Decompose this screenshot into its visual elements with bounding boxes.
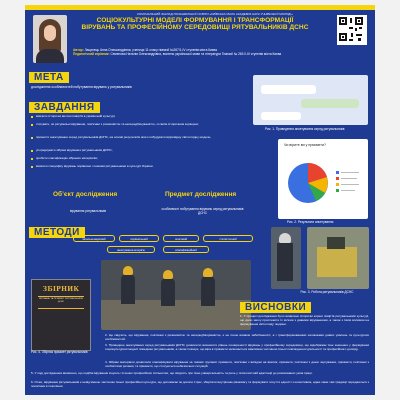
rescuers-photo bbox=[101, 260, 251, 330]
meta-text: дослідження особливостей побутування вірувань у рятувальників bbox=[31, 85, 132, 89]
conclusions-heading: ВИСНОВКИ bbox=[240, 302, 311, 313]
subject-text: особливості побутування вірувань серед рятувальників ДСНС bbox=[161, 207, 244, 215]
rescuer-photo bbox=[271, 227, 301, 289]
survey-chart bbox=[278, 139, 368, 219]
method-chip: загальнонауковий bbox=[73, 235, 115, 242]
book-cover bbox=[31, 279, 91, 351]
conclusion-item: 4. Зібрані матеріали дозволили класифікувати вірування за такими групами: прикмети, пов’язані з виїздом на виклик, прикмети, пов’язані з днем чергування, прикмети, пов’язані з особистими речами, та прикмети, що стосуються небезпечних ситуацій. bbox=[105, 360, 369, 368]
figure-3-caption: Рис. 3. Робота рятувальників ДСНС bbox=[300, 290, 354, 294]
qr-code bbox=[337, 15, 367, 45]
book-subtitle: ВІРУВАНЬ ТА ПРИКМЕТ РЯТУВАЛЬНИКІВ ДСНС bbox=[39, 298, 83, 303]
method-chip: класифікаційний bbox=[163, 246, 209, 253]
method-chip: порівняльний bbox=[119, 235, 159, 242]
supervisor-text: Семенова Наталія Олександрівна, вчитель української мови та літератури Гімназії № 263 ІІ-ІІІ ступенів міста Києва bbox=[110, 52, 282, 57]
task-item: упорядкувати зібрані вірування рятувальників ДСНС; bbox=[31, 149, 225, 153]
object-heading: Об’єкт дослідження bbox=[53, 191, 118, 198]
task-item: провести анкетування серед рятувальників ДСНС, на основі результатів якого побудувати відповідну світоглядну модель; bbox=[31, 136, 225, 140]
figure-2-caption: Рис. 2. Результати анкетування bbox=[287, 220, 334, 224]
conclusion-item: 6. Отже, вірування рятувальників є невід’ємною частиною їхньої професійної культури, що допомагає їм долати стрес, зберігати внутрішню рівновагу та формувати почуття єдності з колективом, адже саме такі традиції передаються з покоління в покоління. bbox=[31, 380, 369, 388]
author-text: Лацинець Анна Олександрівна, учениця 11 класу гімназії №267/1-IV ступенів міста Києва bbox=[84, 48, 217, 52]
task-item: з’ясувати, як рятувальні вірування, пов’язані з ризиковістю та непередбачуваністю, зі своїм історичним корінцем; bbox=[31, 123, 225, 127]
object-text: вірування рятувальників bbox=[69, 209, 107, 213]
chat-question: Чи вірите ви у прикмети? bbox=[284, 143, 326, 147]
poster-title: СОЦІОКУЛЬТУРНІ МОДЕЛІ ФОРМУВАННЯ І ТРАНСФОРМАЦІЇ ВІРУВАНЬ ТА ПРОФЕСІЙНОМУ СЕРЕДОВИЩІ РЯТУВАЛЬНИКІВ ДСНС bbox=[81, 17, 309, 32]
conclusion-item: 2. Це свідчить, що вірування, пов’язані з ризиковістю та непередбачуваністю, є не лише виявом забобонності, а і трансформованими залишками давніх уявлень та культурних особливостей. bbox=[105, 333, 369, 341]
methods-heading: МЕТОДИ bbox=[29, 227, 85, 238]
method-chip: статистичний bbox=[203, 235, 253, 242]
organization-line: КОМУНАЛЬНИЙ ЗАКЛАД ПОЗАШКІЛЬНОЇ ОСВІТИ «КИЇВСЬКА МАЛА АКАДЕМІЯ НАУК УЧНІВСЬКОЇ МОЛОДІ» bbox=[137, 12, 293, 16]
legend-swatch bbox=[336, 183, 339, 186]
figure-4-caption: Рис. 4. Збірник прикмет рятувальників bbox=[31, 350, 88, 354]
equipment-photo bbox=[307, 227, 369, 289]
authors-block bbox=[73, 48, 328, 57]
author-photo bbox=[33, 15, 67, 63]
tasks-heading: ЗАВДАННЯ bbox=[29, 102, 100, 113]
meta-heading: МЕТА bbox=[29, 72, 69, 83]
legend-swatch bbox=[336, 177, 339, 180]
task-item: зробити класифікацію зібраних матеріалів; bbox=[31, 157, 225, 161]
method-chip: описовий bbox=[163, 235, 199, 242]
conclusion-item: 5. У ході дослідження виявлено, що подібні вірування існують і в інших професійних спільнотах, що свідчить про їхню універсальність та роль у психологічній адаптації до ризикованих умов праці. bbox=[31, 371, 313, 375]
top-accent-bar bbox=[25, 5, 375, 10]
figure-1-caption: Рис. 1. Проведення анкетування серед рятувальників bbox=[265, 127, 345, 131]
supervisor-label: Педагогічний керівник: bbox=[73, 52, 110, 57]
legend-swatch bbox=[336, 189, 339, 192]
task-item: вивчити історичні витоки повір’їв в українській культурі; bbox=[31, 115, 225, 119]
legend-swatch bbox=[336, 171, 339, 174]
subject-heading: Предмет дослідження bbox=[165, 191, 237, 198]
conclusion-item: 1. У процесі дослідження було виявлено історичні корені повір’їв рятувальників культурі, що дало змогу простежити їх зв’язок з давніми віруваннями, а також з їхнім впливом на формування світогляду людини. bbox=[240, 314, 369, 326]
book-title: ЗБІРНИК bbox=[42, 286, 80, 293]
poster bbox=[25, 5, 375, 395]
method-chip: анкетування-інтерв’ю bbox=[107, 246, 155, 253]
author-label: Автор: bbox=[73, 48, 84, 52]
survey-screenshot bbox=[253, 75, 368, 125]
task-item: виявити специфіку вірувань порівняно з іншими рятувальними в культурі України. bbox=[31, 165, 225, 169]
conclusion-item: 3. Проведене анкетування серед рятувальників ДСНС дозволило визначити рівень поширеності вірувань у професійному середовищі, що відображає їхнє значення у формуванні соціокультурної моделі поведінки рятувальників, а також показує, що віра в прикмети залишається важливою частиною їхньої повсякденної діяльності та професійного досвіду. bbox=[105, 343, 369, 351]
